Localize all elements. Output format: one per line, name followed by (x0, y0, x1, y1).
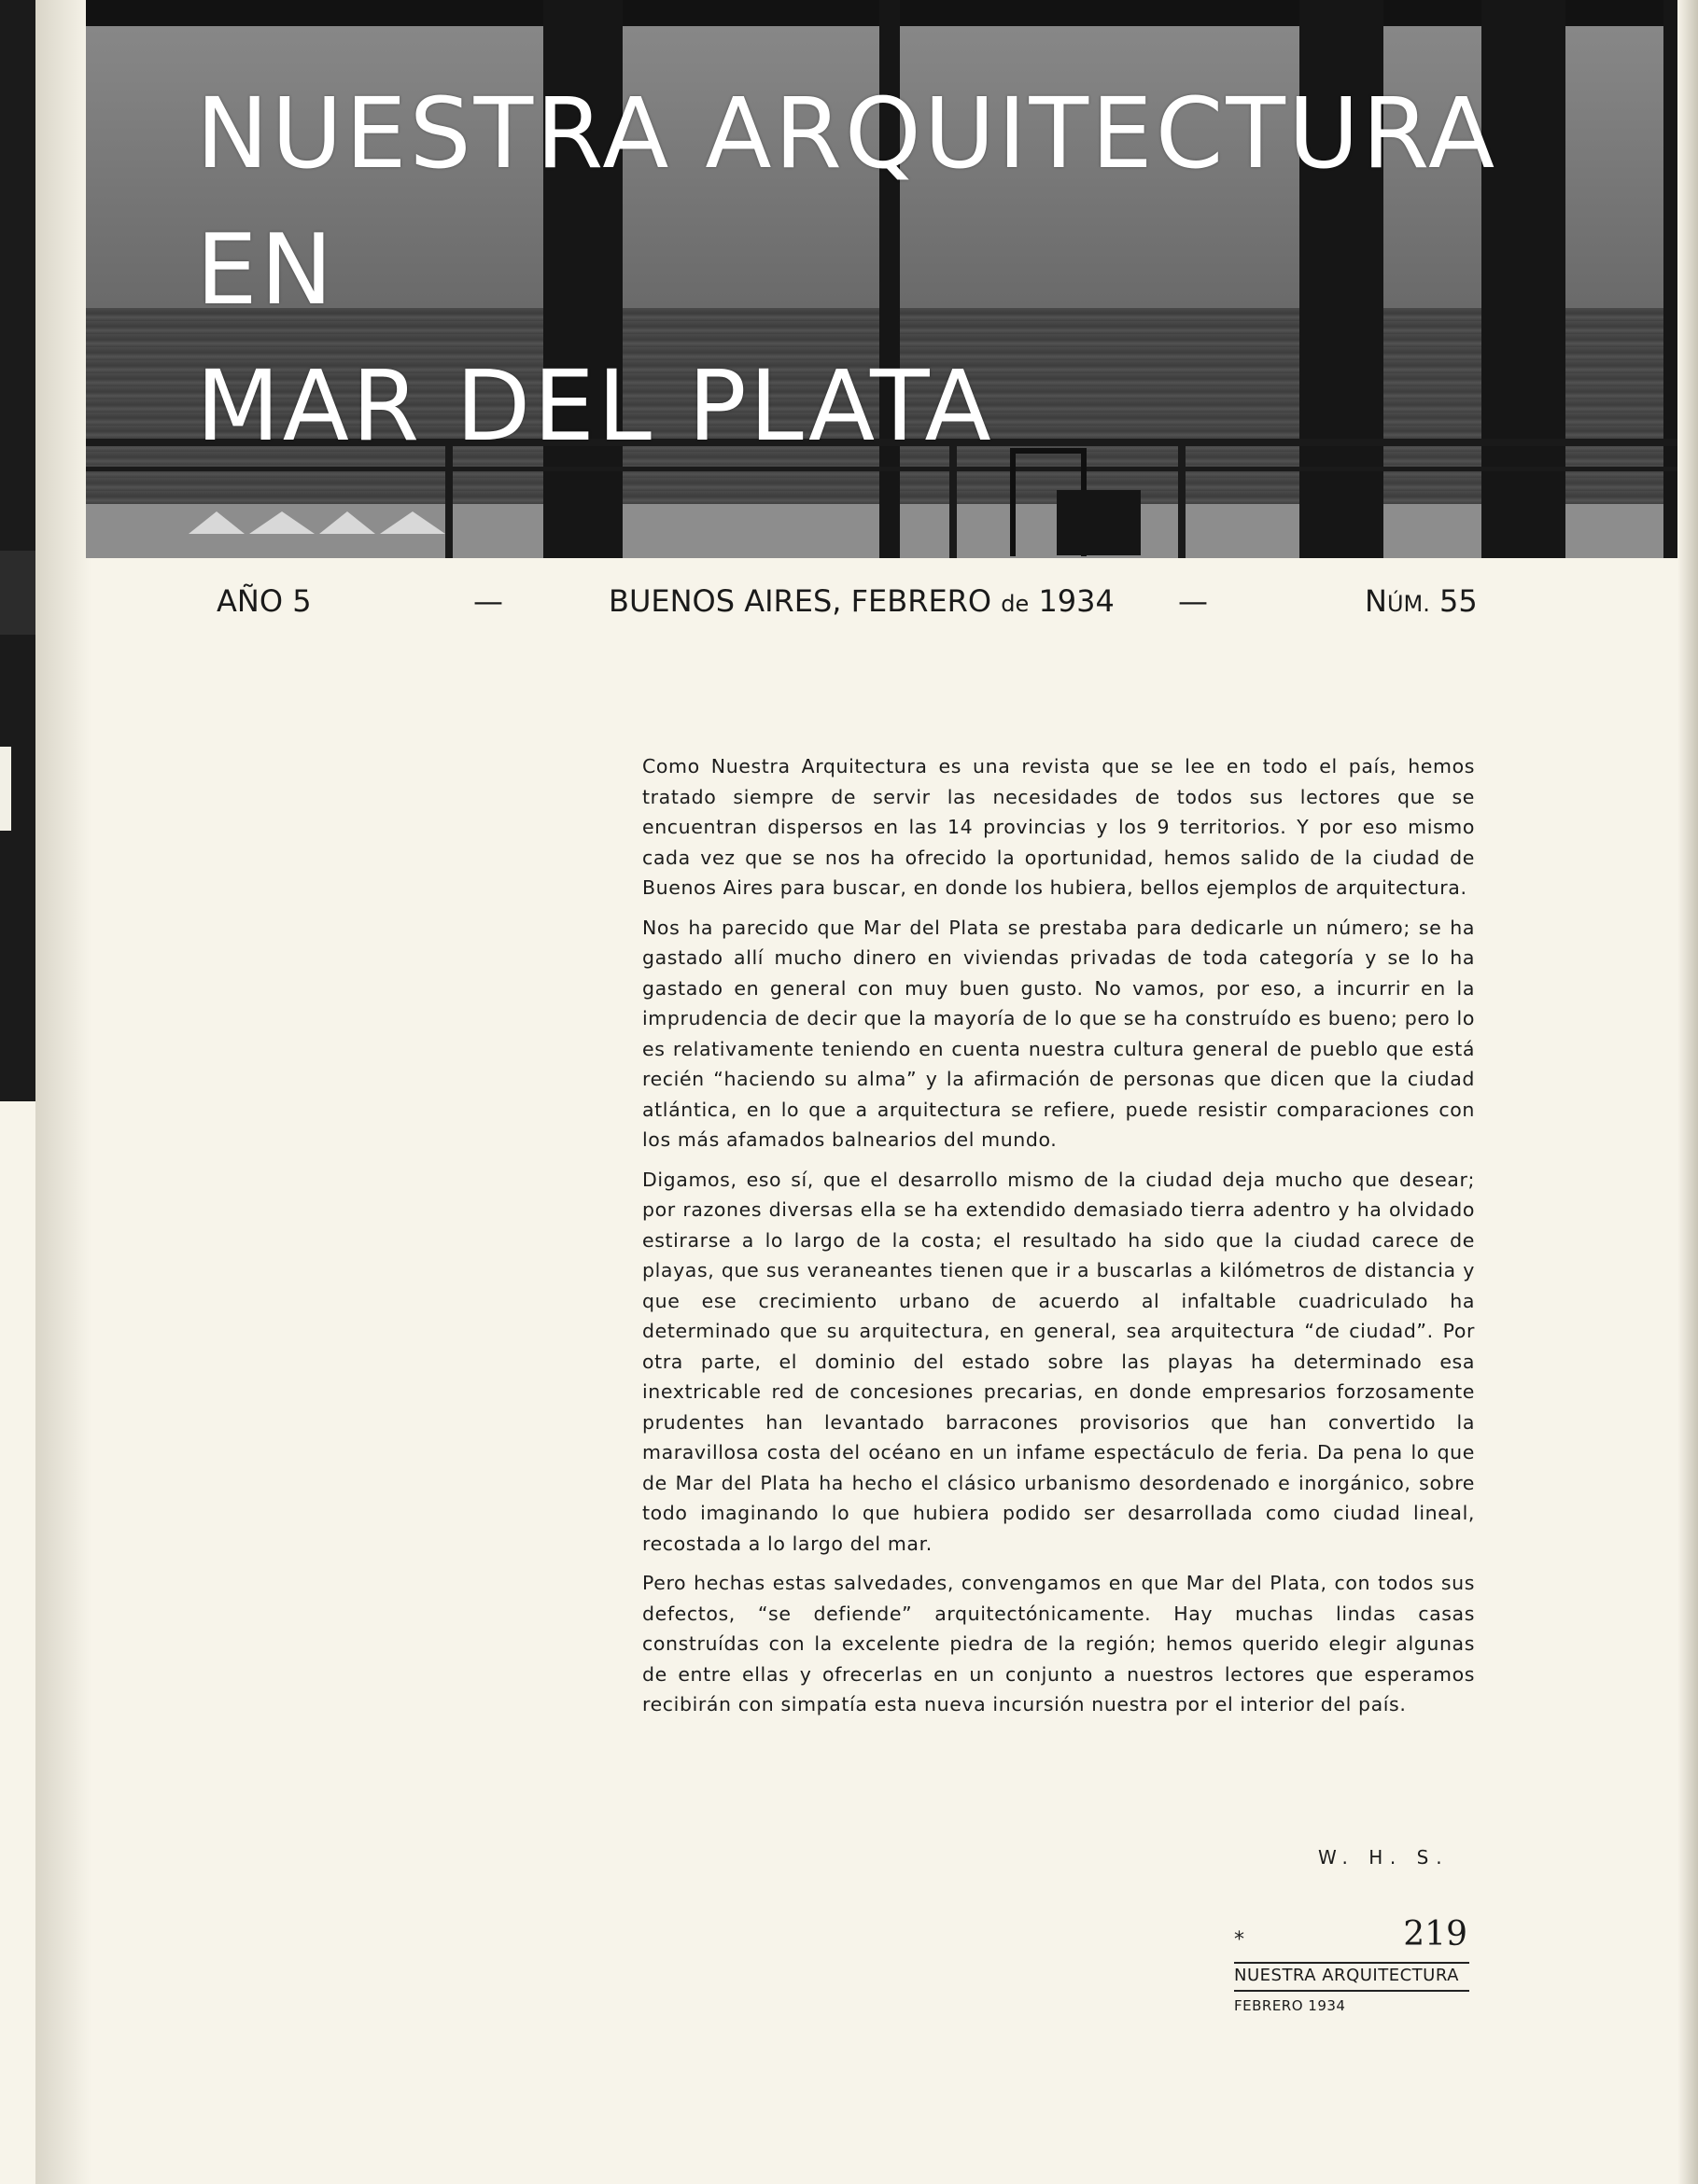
date-de: de (1001, 591, 1030, 617)
separator-dash: — (1178, 583, 1208, 619)
footer-magazine-name: NUESTRA ARQUITECTURA (1234, 1966, 1459, 1985)
masthead-title (196, 65, 1497, 474)
issue-year: AÑO 5 (217, 583, 312, 619)
place-month: BUENOS AIRES, FEBRERO (609, 583, 992, 619)
author-signature: W. H. S. (1318, 1846, 1450, 1869)
footer-rule (1234, 1962, 1469, 1964)
issue-number (1365, 583, 1478, 619)
title-line: MAR DEL PLATA (196, 349, 994, 463)
number-value: 55 (1439, 583, 1478, 619)
editorial-article (642, 751, 1475, 1729)
page-number: 219 (1403, 1915, 1467, 1953)
photo-mullion (1663, 0, 1677, 558)
article-paragraph: Pero hechas estas salvedades, convengamos en que Mar del Plata, con todos sus defectos, “se defiende” arquitectónicamente. Hay muchas lindas casas construídas con la excelente piedra de la región; hemos querido elegir algunas de entre ellas y ofrecerlas en un conjunto a nuestros lectores que esperamos recibirán con simpatía esta nueva incursión nuestra por el interior del país. (642, 1572, 1475, 1715)
issue-info-line (217, 583, 1477, 630)
scan-edge-mark (0, 747, 11, 831)
article-paragraph: Como Nuestra Arquitectura es una revista que se lee en todo el país, hemos tratado siempre de servir las necesidades de todos sus lectores que se encuentran dispersos en las 14 provincias y los 9 territorios. Y por eso mismo cada vez que se nos ha ofrecido la oportunidad, hemos salido de la ciudad de Buenos Aires para buscar, en donde los hubiera, bellos ejemplos de arquitectura. (642, 755, 1475, 899)
title-line: EN (196, 213, 336, 327)
separator-dash: — (473, 583, 503, 619)
footer-rule (1234, 1990, 1469, 1992)
footer-mark: * (1234, 1928, 1244, 1952)
footer-date: FEBRERO 1934 (1234, 1997, 1346, 2014)
page-gutter-shadow (35, 0, 91, 2184)
article-paragraph: Nos ha parecido que Mar del Plata se prestaba para dedicarle un número; se ha gastado allí mucho dinero en viviendas privadas de toda categoría y se lo ha gastado en general con muy buen gusto. No vamos, por eso, a incurrir en la imprudencia de decir que la mayoría de lo que se ha construído es bueno; pero lo es relativamente teniendo en cuenta nuestra cultura general de pueblo que está recién “haciendo su alma” y la afirmación de personas que dicen que la ciudad atlántica, en lo que a arquitectura se refiere, puede resistir comparaciones con los más afamados balnearios del mundo. (642, 916, 1475, 1151)
article-paragraph: Digamos, eso sí, que el desarrollo mismo de la ciudad deja mucho que desear; por razones diversas ella se ha extendido demasiado tierra adentro y ha olvidado estirarse a lo largo de la costa; el resultado ha sido que la ciudad carece de playas, que sus veraneantes tienen que ir a buscarlas a kilómetros de distancia y que ese crecimiento urbano de acuerdo al infaltable cuadriculado ha determinado que su arquitectura, en general, sea arquitectura “de ciudad”. Por otra parte, el dominio del estado sobre las playas ha determinado esa inextricable red de concesiones precarias, en donde empresarios forzosamente prudentes han levantado barracones provisorios que han convertido la maravillosa costa del océano en un infame espectáculo de feria. Da pena lo que de Mar del Plata ha hecho el clásico urbanismo desordenado e inorgánico, sobre todo imaginando lo que hubiera podido ser desarrollada como ciudad lineal, recostada a lo largo del mar. (642, 1168, 1475, 1555)
number-abbrev: ÚM. (1386, 591, 1430, 617)
scan-edge-mark (0, 551, 35, 635)
title-line: NUESTRA ARQUITECTURA (196, 77, 1498, 190)
issue-place-date (609, 583, 1115, 619)
scan-left-edge (0, 0, 35, 1101)
photo-chair-seat (1057, 490, 1141, 555)
number-prefix: N (1365, 583, 1387, 619)
date-year: 1934 (1038, 583, 1115, 619)
scan-right-edge (1677, 0, 1698, 2184)
